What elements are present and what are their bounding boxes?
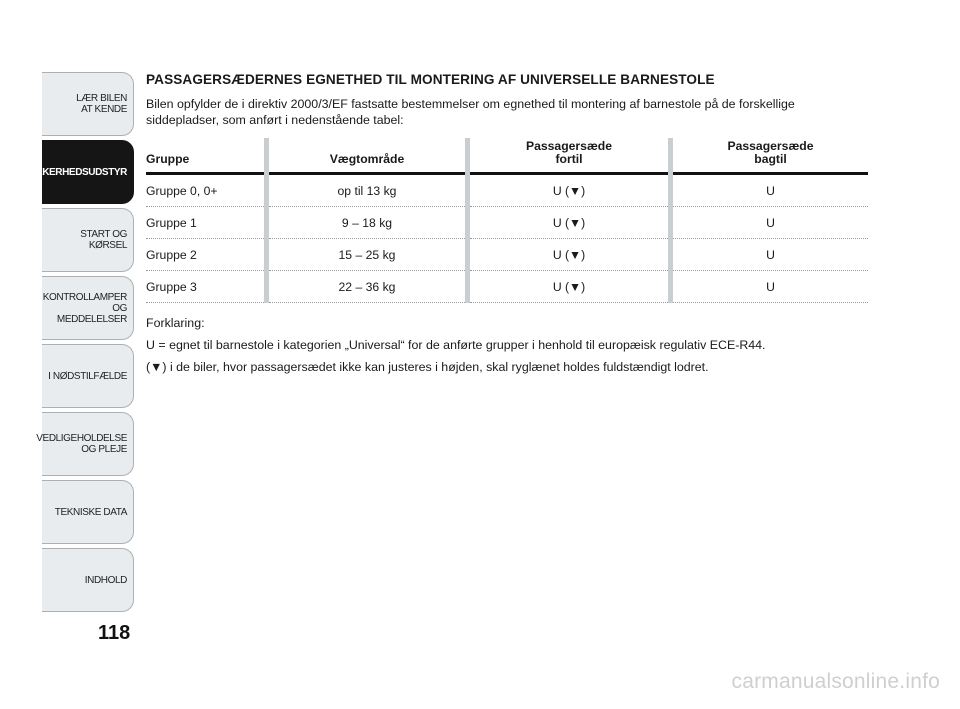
tab-indhold[interactable] bbox=[42, 548, 134, 612]
cell-weight: op til 13 kg bbox=[267, 174, 468, 207]
cell-rear: U bbox=[671, 271, 869, 303]
cell-rear: U bbox=[671, 174, 869, 207]
table-row bbox=[146, 174, 868, 207]
cell-front: U (▼) bbox=[468, 271, 671, 303]
legend-line-u: U = egnet til barnestole i kategorien „Universal“ for de anførte grupper i henhold til europæisk regulativ ECE-R44. bbox=[146, 338, 766, 352]
header-front-seat bbox=[468, 138, 671, 174]
legend bbox=[146, 315, 868, 375]
table-row bbox=[146, 271, 868, 303]
watermark: carmanualsonline.info bbox=[731, 670, 940, 693]
cell-rear: U bbox=[671, 239, 869, 271]
tab-label: INDHOLD bbox=[84, 574, 127, 586]
table-row bbox=[146, 207, 868, 239]
cell-weight: 9 – 18 kg bbox=[267, 207, 468, 239]
tab-label: START OG KØRSEL bbox=[80, 229, 127, 251]
section-heading: PASSAGERSÆDERNES EGNETHED TIL MONTERING AF UNIVERSELLE BARNESTOLE bbox=[146, 72, 715, 87]
tab-label: VEDLIGEHOLDELSE OG PLEJE bbox=[36, 433, 127, 455]
main-content bbox=[146, 68, 868, 381]
cell-rear: U bbox=[671, 207, 869, 239]
cell-weight: 15 – 25 kg bbox=[267, 239, 468, 271]
cell-group: Gruppe 0, 0+ bbox=[146, 174, 267, 207]
cell-front: U (▼) bbox=[468, 207, 671, 239]
header-weight: Vægtområde bbox=[267, 138, 468, 174]
cell-group: Gruppe 2 bbox=[146, 239, 267, 271]
cell-front: U (▼) bbox=[468, 239, 671, 271]
legend-line-triangle: (▼) i de biler, hvor passagersædet ikke kan justeres i højden, skal ryglænet holdes fuldstændigt lodret. bbox=[146, 360, 709, 374]
tab-i-nodstilfaelde[interactable] bbox=[42, 344, 134, 408]
chapter-sidebar bbox=[26, 72, 134, 616]
cell-weight: 22 – 36 kg bbox=[267, 271, 468, 303]
tab-tekniske-data[interactable] bbox=[42, 480, 134, 544]
tab-label: I NØDSTILFÆLDE bbox=[48, 370, 127, 382]
tab-laer-bilen[interactable] bbox=[42, 72, 134, 136]
page-number: 118 bbox=[98, 622, 131, 644]
cell-front: U (▼) bbox=[468, 174, 671, 207]
header-rear-label: Passagersæde bagtil bbox=[727, 139, 814, 166]
cell-group: Gruppe 3 bbox=[146, 271, 267, 303]
tab-label: TEKNISKE DATA bbox=[54, 506, 127, 518]
intro-paragraph: Bilen opfylder de i direktiv 2000/3/EF fastsatte bestemmelser om egnethed til montering af barnestole på de forskellige siddepladser, som anført i nedenstående tabel: bbox=[146, 97, 795, 127]
tab-kontrollamper[interactable] bbox=[42, 276, 134, 340]
tab-vedligeholdelse[interactable] bbox=[36, 412, 134, 476]
header-group: Gruppe bbox=[146, 152, 190, 166]
header-rear-seat bbox=[671, 138, 869, 174]
table-row bbox=[146, 239, 868, 271]
tab-start-og-korsel[interactable] bbox=[42, 208, 134, 272]
legend-title: Forklaring: bbox=[146, 316, 205, 330]
tab-label: LÆR BILEN AT KENDE bbox=[76, 93, 127, 115]
table-header-row bbox=[146, 138, 868, 174]
child-seat-table bbox=[146, 138, 868, 303]
tab-label: SIKKERHEDSUDSTYR bbox=[26, 166, 127, 178]
cell-group: Gruppe 1 bbox=[146, 207, 267, 239]
tab-sikkerhedsudstyr[interactable] bbox=[26, 140, 134, 204]
header-front-label: Passagersæde fortil bbox=[525, 139, 613, 166]
tab-label: KONTROLLAMPER OG MEDDELELSER bbox=[42, 291, 127, 325]
